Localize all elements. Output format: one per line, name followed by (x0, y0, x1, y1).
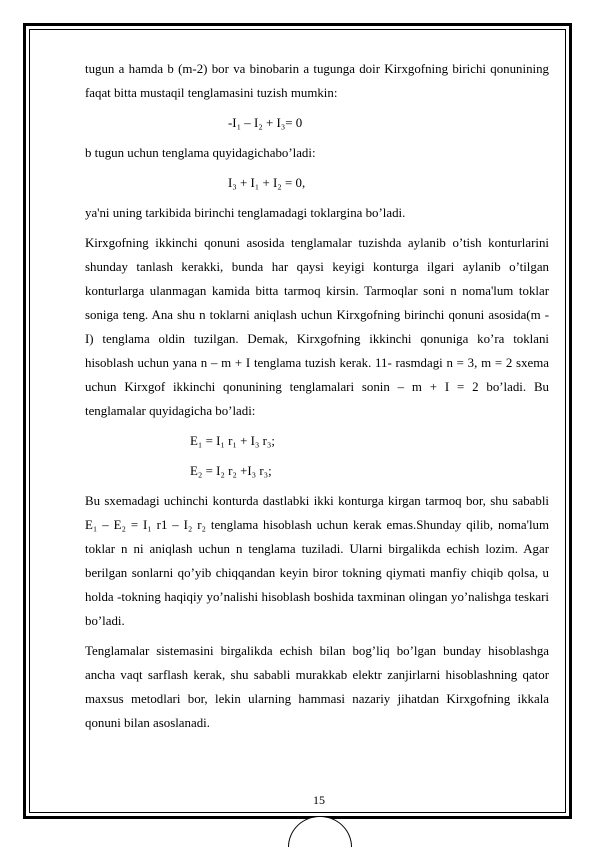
paragraph-4: Kirxgofning ikkinchi qonuni asosida tenglamalar tuzishda aylanib o’tish konturlarini shunday tanlash kerakki, bunda har qaysi keyigi konturga ilgari aylanib o’tilgan konturlarga ulanmagan kamida bitta tarmoq kirsin. Tarmoqlar soni n noma'lum toklar soniga teng. Ana shu n toklarni aniqlash uchun Kirxgofning birinchi qonuni asosida(m - I) tenglama oldin tuzilgan. Demak, Kirxgofning ikkinchi qonuniga ko’ra toklani hisoblash uchun yana n – m + I tenglama tuzish kerak. 11- rasmdagi n = 3, m = 2 sxema uchun Kirxgof ikkinchi qonunining tenglamalari sonin – m + I = 2 bo’ladi. Bu tenglamalar quyidagicha bo’ladi: (85, 236, 549, 418)
equation-1: -I₁ – I₂ + I₃= 0 (228, 116, 303, 130)
paragraph-6: Tenglamalar sistemasini birgalikda echish bilan bog’liq bo’lgan bunday hisoblashga ancha vaqt sarflash kerak, shu sababli murakkab elektr zanjirlarni hisoblashning qator maxsus metodlari bor, lekin ularning hammasi nazariy jihatdan Kirxgofning ikkala qonuni bilan asoslanadi. (85, 644, 549, 730)
paragraph-3: ya'ni uning tarkibida birinchi tenglamadagi toklargina bo’ladi. (85, 206, 406, 220)
paragraph-1: tugun a hamda b (m-2) bor va binobarin a tugunga doir Kirxgofning birichi qonunining faqat bitta mustaqil tenglamasini tuzish mumkin: (85, 62, 549, 100)
equation-4: E₂ = I₂ r₂ +I₃ r₃; (190, 464, 272, 478)
paragraph-5: Bu sxemadagi uchinchi konturda dastlabki ikki konturga kirgan tarmoq bor, shu sababli E₁ – E₂ = I₁ r1 – I₂ r₂ tenglama hisoblash uchun kerak emas.Shunday qilib, noma'lum toklar n ni aniqlash uchun n tenglama tuziladi. Ularni birgalikda echish lozim. Agar berilgan sonlarni qo’yib chiqqandan keyin biror tokning qiymati manfiy chiqib qolsa, u holda -tokning haqiqiy yo’nalishi hisoblash boshida taxminan olingan yo’nalishga teskari bo’ladi. (85, 494, 549, 628)
equation-3: E₁ = I₁ r₁ + I₃ r₃; (190, 434, 275, 448)
page-number-tab (288, 816, 352, 847)
equation-2: I₃ + I₁ + I₂ = 0, (228, 176, 306, 190)
page-number: 15 (313, 793, 325, 807)
paragraph-2: b tugun uchun tenglama quyidagichabo’ladi: (85, 146, 316, 160)
document-body (85, 57, 549, 735)
